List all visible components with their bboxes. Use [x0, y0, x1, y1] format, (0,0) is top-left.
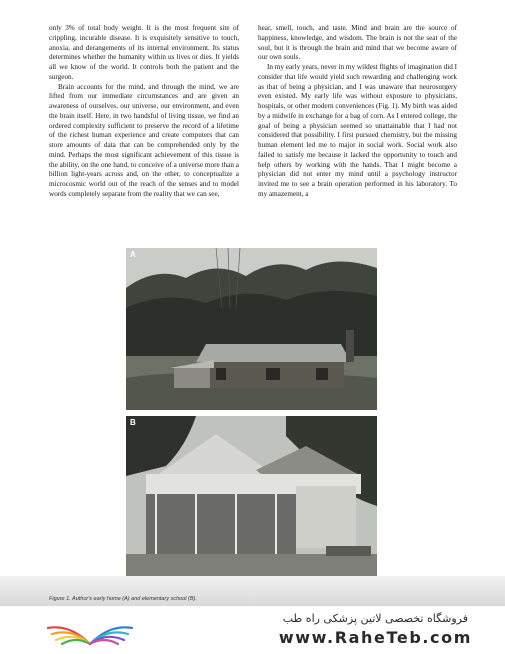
panel-label-a: A [130, 250, 136, 259]
panel-label-b: B [130, 418, 136, 427]
left-column [49, 24, 239, 200]
paragraph-2: Brain accounts for the mind, and through the mind, we are lifted from our immediate circumstances and are given an awareness of ourselves, our universe, our environment, and even the brain itself. Here, in two handsful of living tissue, we find an ordered complexity sufficient to preserve the record of a lifetime of the richest human experience and create computers that can store amounts of data that can be comprehended only by the mind. Perhaps the most significant achievement of this tissue is the ability, on the one hand, to conceive of a universe more than a billion light-years across and, on the other, to conceptualize a microcosmic world out of the reach of the senses and to model words completely separate from the reality that we can see, [49, 82, 239, 198]
right-column [258, 24, 457, 200]
watermark-url: www.RaheTeb.com [278, 628, 472, 647]
figure-caption: Figure 1. Author's early home (A) and elementary school (B). [49, 596, 197, 602]
school-photo-image [126, 416, 377, 576]
figure-photo-b [126, 416, 377, 576]
paragraph-4: In my early years, never in my wildest flights of imagination did I consider that life would yield such rewarding and challenging work as that of being a physician, and I was unaware that neurosurgery even existed. My early life was without exposure to physicians, hospitals, or other modern conveniences (Fig. 1). My birth was aided by a midwife in exchange for a bag of corn. As I entered college, the goal of being a physician seemed so unattainable that I had not considered that possibility. I first pursued chemistry, but the missing human element led me to major in social work. Social work also failed to satisfy me because it lacked the opportunity to touch and help others by working with the hands. That I might become a physician did not enter my mind until a psychology instructor invited me to see a brain operation performed in his laboratory. To my amazement, a [258, 63, 457, 198]
paragraph-3: hear, smell, touch, and taste. Mind and brain are the source of happiness, knowledge, and wisdom. The brain is not the seat of the soul, but it is through the brain and mind that we become aware of our own souls. [258, 24, 457, 62]
paragraph-1: only 3% of total body weight. It is the most frequent site of crippling, incurable disease. It is exquisitely sensitive to touch, anoxia, and derangements of its internal environment. Its status determines whether the humanity within us lives or dies. It yields all we know of the world. It controls both the patient and the surgeon. [49, 24, 239, 81]
watermark-persian-text: فروشگاه تخصصی لاتین پزشکی راه طب [282, 612, 468, 625]
house-photo-image [126, 248, 377, 410]
open-book-rainbow-icon [40, 610, 140, 650]
figure-photo-a [126, 248, 377, 410]
